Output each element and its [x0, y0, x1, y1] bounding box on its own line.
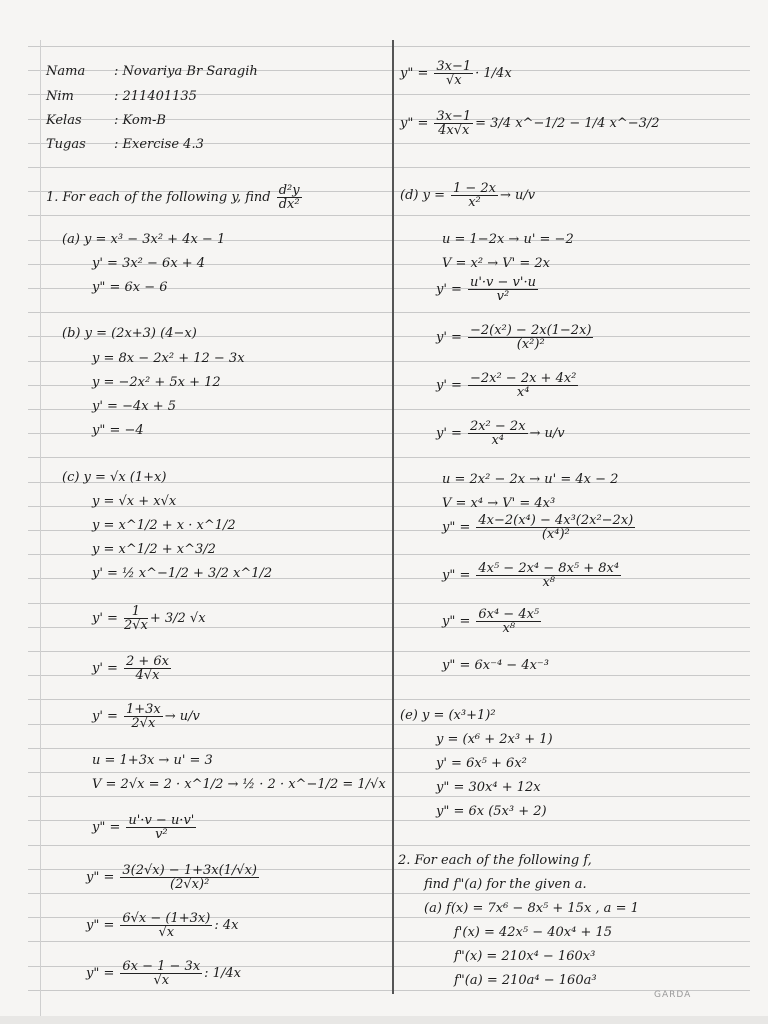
class-label: Kelas — [46, 113, 82, 128]
ruled-line — [28, 215, 750, 216]
ruled-line — [28, 772, 750, 773]
frac-numerator: d²y — [278, 183, 300, 198]
frac-denominator: (2√x)² — [170, 877, 210, 892]
line-c5: y' = ½ x^−1/2 + 3/2 x^1/2 — [92, 566, 273, 581]
name-label: Nama — [46, 64, 86, 79]
frac-numerator: −2(x²) − 2x(1−2x) — [469, 323, 592, 338]
frac-denominator: x⁸ — [502, 621, 516, 636]
frac-numerator: 6√x − (1+3x) — [122, 911, 211, 926]
question-1-fraction — [277, 184, 302, 211]
line-f1: (a) f(x) = 7x⁶ − 8x⁵ + 15x , a = 1 — [424, 901, 639, 916]
line-c8 — [92, 703, 200, 730]
line-a2: y' = 3x² − 6x + 4 — [92, 256, 206, 271]
line-c3: y = x^1/2 + x · x^1/2 — [92, 518, 236, 533]
class-value: : Kom-B — [114, 113, 166, 128]
question-1 — [46, 184, 304, 211]
fraction — [120, 864, 259, 891]
lhs: y' = — [92, 660, 118, 676]
lhs: y" = — [442, 519, 471, 535]
line-a1: (a) y = x³ − 3x² + 4x − 1 — [62, 232, 226, 247]
ruled-line — [28, 312, 750, 313]
line-c1: (c) y = √x (1+x) — [62, 470, 167, 485]
fraction — [476, 608, 541, 635]
frac-denominator: x⁴ — [516, 385, 530, 400]
fraction — [120, 912, 212, 939]
frac-denominator: v² — [155, 827, 168, 842]
lhs: y' = — [436, 329, 462, 345]
name-value: : Novariya Br Saragih — [114, 64, 258, 79]
frac-numerator: 2x² − 2x — [469, 419, 526, 434]
line-b3: y = −2x² + 5x + 12 — [92, 375, 221, 390]
frac-denominator: √x — [158, 925, 175, 940]
lhs: y" = — [86, 965, 115, 981]
task-label: Tugas — [46, 137, 86, 152]
line-d1 — [400, 182, 535, 209]
line-d2: u = 1−2x → u' = −2 — [442, 232, 574, 247]
ruled-line — [28, 990, 750, 991]
fraction — [434, 60, 473, 87]
line-e5: y" = 6x (5x³ + 2) — [436, 804, 547, 819]
ruled-line — [28, 845, 750, 846]
fraction — [124, 655, 171, 682]
rhs: · 1/4x — [475, 65, 512, 81]
line-b2: y = 8x − 2x² + 12 − 3x — [92, 351, 245, 366]
lhs: y" = — [400, 65, 429, 81]
line-c14 — [86, 960, 241, 987]
frac-denominator: √x — [153, 973, 170, 988]
line-d10 — [442, 514, 637, 541]
frac-numerator: 1 − 2x — [452, 181, 496, 196]
line-c11 — [92, 814, 198, 841]
rhs: + 3/2 √x — [149, 610, 206, 626]
line-c4: y = x^1/2 + x^3/2 — [92, 542, 216, 557]
fraction — [468, 324, 594, 351]
line-d13: y" = 6x⁻⁴ − 4x⁻³ — [442, 658, 549, 673]
lhs: y' = — [436, 425, 462, 441]
line-d8: u = 2x² − 2x → u' = 4x − 2 — [442, 472, 619, 487]
line-c10: V = 2√x = 2 · x^1/2 → ½ · 2 · x^−1/2 = 1/√x — [92, 777, 386, 792]
nim-label: Nim — [46, 89, 74, 104]
question-2-line-1: 2. For each of the following f, — [398, 853, 592, 868]
line-d11 — [442, 562, 623, 589]
frac-denominator: x⁸ — [542, 575, 555, 590]
line-d7 — [436, 420, 565, 447]
lhs: y" = — [400, 115, 429, 131]
line-c6 — [92, 605, 206, 632]
column-divider — [392, 40, 394, 994]
ruled-line — [28, 46, 750, 47]
rhs: → u/v — [529, 425, 565, 441]
frac-denominator: x⁴ — [491, 433, 505, 448]
frac-denominator: 4x√x — [438, 123, 470, 138]
frac-denominator: 4√x — [135, 668, 160, 683]
frac-numerator: 2 + 6x — [125, 654, 169, 669]
frac-numerator: −2x² − 2x + 4x² — [469, 371, 577, 386]
line-f3: f"(x) = 210x⁴ − 160x³ — [454, 949, 596, 964]
line-r1 — [400, 60, 512, 87]
frac-numerator: u'·v − u·v' — [128, 813, 195, 828]
rhs: → u/v — [500, 187, 536, 203]
frac-numerator: 1 — [124, 605, 148, 619]
task-value: : Exercise 4.3 — [114, 137, 204, 152]
line-d3: V = x² → V' = 2x — [442, 256, 550, 271]
line-d4 — [436, 276, 540, 303]
line-f4: f"(a) = 210a⁴ − 160a³ — [454, 973, 597, 988]
frac-denominator: (x²)² — [516, 337, 545, 352]
frac-numerator: 6x⁴ − 4x⁵ — [478, 607, 540, 622]
line-e1: (e) y = (x³+1)² — [400, 708, 496, 723]
ruled-line — [28, 167, 750, 168]
lhs: y' = — [92, 708, 118, 724]
line-a3: y" = 6x − 6 — [92, 280, 168, 295]
line-d9: V = x⁴ → V' = 4x³ — [442, 496, 556, 511]
frac-denominator: (x⁴)² — [541, 527, 570, 542]
fraction — [434, 110, 473, 137]
line-e4: y" = 30x⁴ + 12x — [436, 780, 541, 795]
brand-watermark: GARDA — [654, 990, 692, 1000]
line-c13 — [86, 912, 238, 939]
frac-numerator: 1+3x — [125, 702, 161, 717]
fraction — [476, 514, 635, 541]
frac-numerator: u'·v − v'·u — [469, 275, 536, 290]
lhs: y" = — [442, 567, 471, 583]
margin-line — [40, 40, 41, 1024]
line-f2: f'(x) = 42x⁵ − 40x⁴ + 15 — [454, 925, 613, 940]
question-1-text: 1. For each of the following y, find — [46, 190, 271, 205]
fraction — [468, 372, 578, 399]
line-c9: u = 1+3x → u' = 3 — [92, 753, 213, 768]
rhs: : 4x — [214, 917, 239, 933]
line-b5: y" = −4 — [92, 423, 144, 438]
line-d6 — [436, 372, 580, 399]
ruled-line — [28, 893, 750, 894]
lhs: y' = — [92, 610, 118, 626]
lhs: y' = — [436, 377, 462, 393]
line-d12 — [442, 608, 543, 635]
frac-denominator: 2√x — [123, 618, 148, 633]
frac-numerator: 4x⁵ − 2x⁴ − 8x⁵ + 8x⁴ — [478, 561, 620, 576]
lhs: y' = — [436, 281, 462, 297]
line-e2: y = (x⁶ + 2x³ + 1) — [436, 732, 553, 747]
fraction — [451, 182, 498, 209]
page-bottom-edge — [0, 1016, 768, 1024]
frac-numerator: 3x−1 — [436, 59, 472, 74]
fraction — [124, 605, 148, 632]
frac-denominator: x² — [468, 195, 481, 210]
fraction — [120, 960, 202, 987]
frac-numerator: 3x−1 — [436, 109, 472, 124]
fraction — [124, 703, 163, 730]
lhs: (d) y = — [400, 187, 445, 203]
fraction — [126, 814, 196, 841]
rhs: = 3/4 x^−1/2 − 1/4 x^−3/2 — [475, 115, 660, 131]
frac-denominator: 2√x — [131, 716, 156, 731]
rhs: → u/v — [164, 708, 200, 724]
ruled-line — [28, 941, 750, 942]
line-d5 — [436, 324, 595, 351]
lhs: y" = — [86, 917, 115, 933]
frac-denominator: √x — [445, 73, 462, 88]
line-c2: y = √x + x√x — [92, 494, 177, 509]
line-c12 — [86, 864, 261, 891]
frac-denominator: v² — [496, 289, 510, 304]
line-b1: (b) y = (2x+3) (4−x) — [62, 326, 197, 341]
ruled-line — [28, 796, 750, 797]
frac-numerator: 6x − 1 − 3x — [122, 959, 201, 974]
frac-numerator: 4x−2(x⁴) − 4x³(2x²−2x) — [478, 513, 634, 528]
nim-value: : 211401135 — [114, 89, 197, 104]
ruled-line — [28, 748, 750, 749]
fraction — [476, 562, 621, 589]
line-r2 — [400, 110, 660, 137]
ruled-line — [28, 651, 750, 652]
lhs: y" = — [92, 819, 121, 835]
line-e3: y' = 6x⁵ + 6x² — [436, 756, 527, 771]
ruled-line — [28, 457, 750, 458]
frac-denominator: dx² — [278, 197, 300, 212]
lhs: y" = — [442, 613, 471, 629]
ruled-line — [28, 699, 750, 700]
line-b4: y' = −4x + 5 — [92, 399, 176, 414]
frac-numerator: 3(2√x) − 1+3x(1/√x) — [122, 863, 257, 878]
fraction — [468, 420, 528, 447]
lhs: y" = — [86, 869, 115, 885]
fraction — [468, 276, 538, 303]
question-2-line-2: find f"(a) for the given a. — [424, 877, 587, 892]
rhs: : 1/4x — [204, 965, 241, 981]
line-c7 — [92, 655, 173, 682]
